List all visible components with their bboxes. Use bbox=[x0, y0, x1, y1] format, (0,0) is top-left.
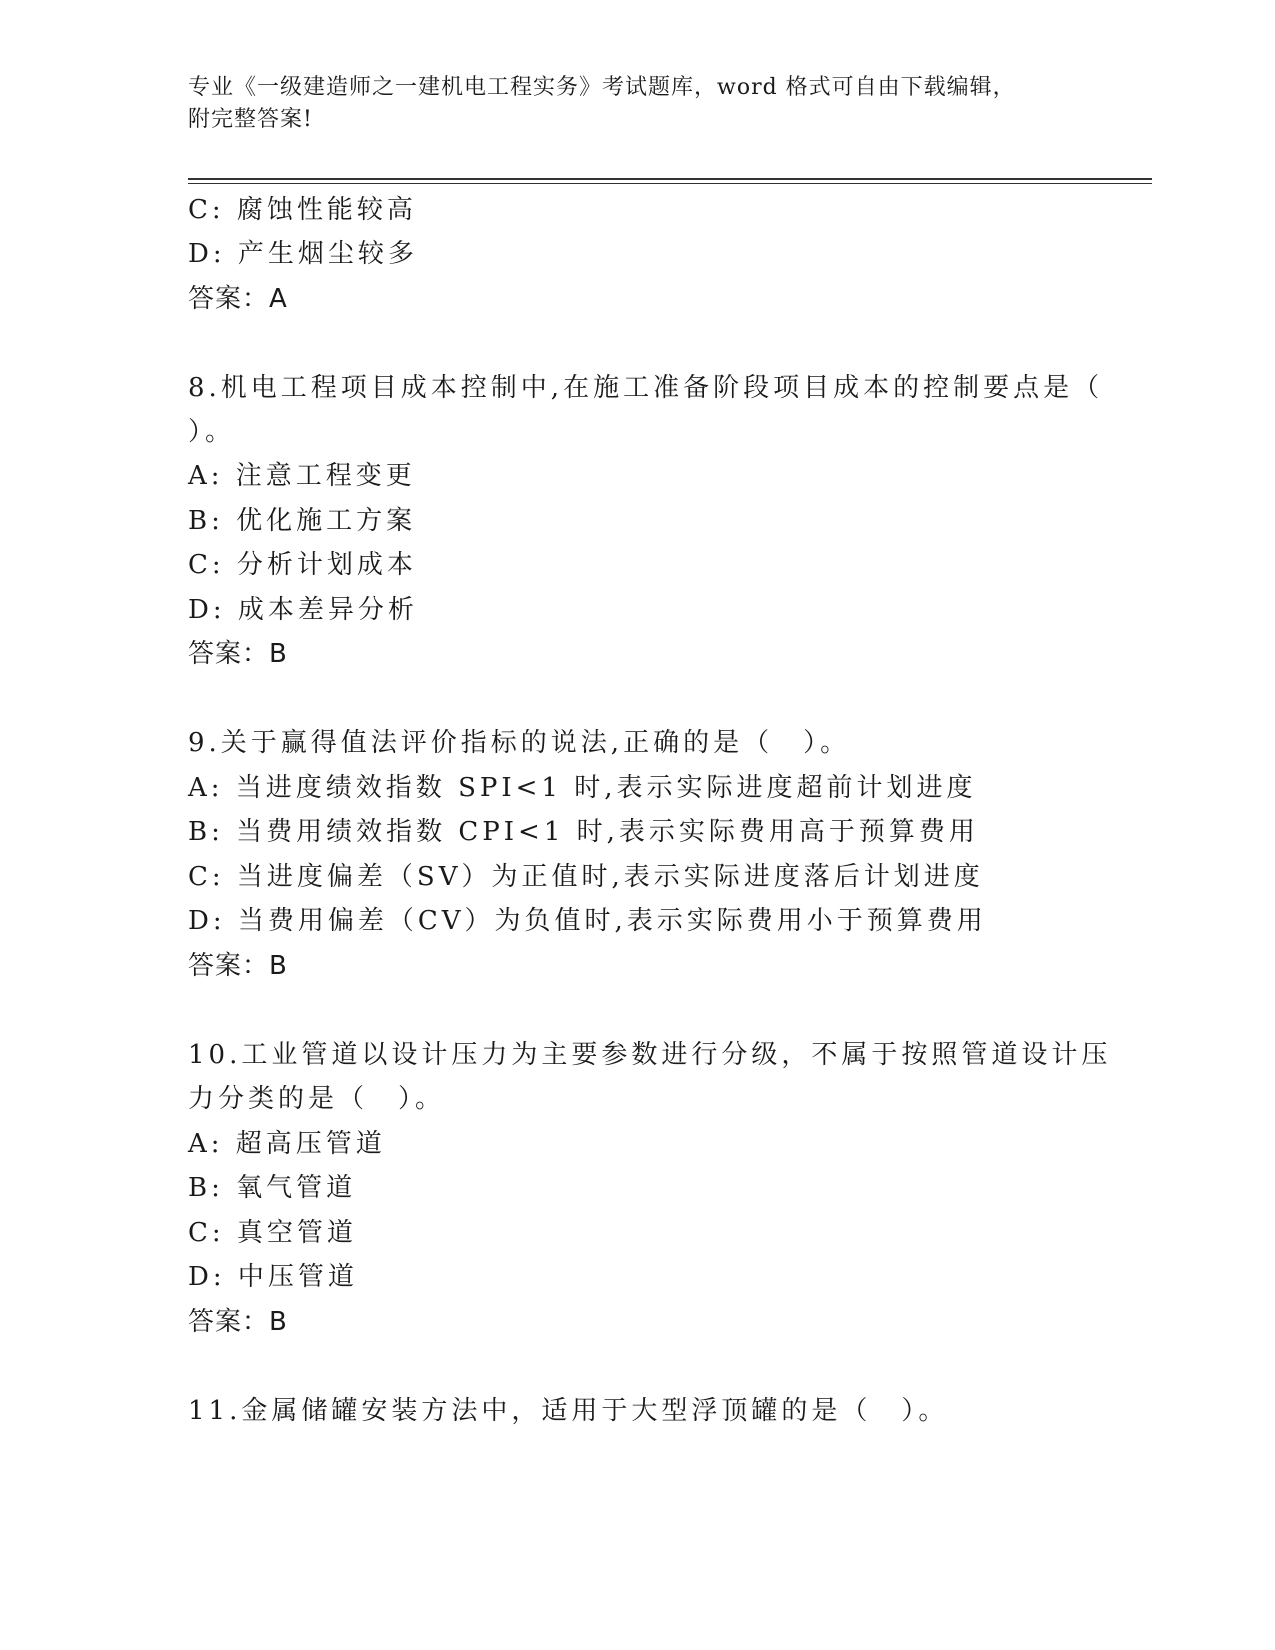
q7-option-c: C: 腐蚀性能较高 bbox=[188, 195, 417, 225]
header-divider-thin bbox=[188, 183, 1152, 184]
header-line-1: 专业《一级建造师之一建机电工程实务》考试题库，word 格式可自由下载编辑， bbox=[188, 75, 1016, 100]
q8-stem-line-1: 8.机电工程项目成本控制中,在施工准备阶段项目成本的控制要点是（ bbox=[188, 373, 1104, 403]
q10-option-a: A: 超高压管道 bbox=[188, 1129, 386, 1159]
q10-stem-line-2: 力分类的是（ ）。 bbox=[188, 1084, 446, 1114]
q9-stem-line-1: 9.关于赢得值法评价指标的说法,正确的是（ ）。 bbox=[188, 728, 851, 758]
q10-answer: 答案：B bbox=[188, 1307, 288, 1337]
q8-stem-line-2: ）。 bbox=[188, 417, 236, 447]
page-header bbox=[188, 72, 1068, 136]
q8-option-b: B: 优化施工方案 bbox=[188, 506, 417, 536]
q10-option-b: B: 氧气管道 bbox=[188, 1173, 357, 1203]
q9-answer: 答案：B bbox=[188, 951, 288, 981]
header-line-2: 附完整答案! bbox=[188, 107, 313, 132]
q11-stem-line-1: 11.金属储罐安装方法中，适用于大型浮顶罐的是（ ）。 bbox=[188, 1396, 949, 1426]
header-divider-thick bbox=[188, 178, 1152, 180]
q9-option-b: B: 当费用绩效指数 CPI<1 时,表示实际费用高于预算费用 bbox=[188, 817, 979, 847]
q8-option-a: A: 注意工程变更 bbox=[188, 461, 416, 491]
q7-answer: 答案：A bbox=[188, 284, 288, 314]
q8-answer: 答案：B bbox=[188, 639, 288, 669]
q9-option-d: D: 当费用偏差（CV）为负值时,表示实际费用小于预算费用 bbox=[188, 906, 987, 936]
q10-stem-line-1: 10.工业管道以设计压力为主要参数进行分级，不属于按照管道设计压 bbox=[188, 1040, 1112, 1070]
q8-option-d: D: 成本差异分析 bbox=[188, 595, 418, 625]
q9-option-c: C: 当进度偏差（SV）为正值时,表示实际进度落后计划进度 bbox=[188, 862, 984, 892]
q10-option-c: C: 真空管道 bbox=[188, 1218, 357, 1248]
q8-option-c: C: 分析计划成本 bbox=[188, 550, 417, 580]
q10-option-d: D: 中压管道 bbox=[188, 1262, 358, 1292]
q7-option-d: D: 产生烟尘较多 bbox=[188, 239, 418, 269]
q9-option-a: A: 当进度绩效指数 SPI<1 时,表示实际进度超前计划进度 bbox=[188, 773, 977, 803]
